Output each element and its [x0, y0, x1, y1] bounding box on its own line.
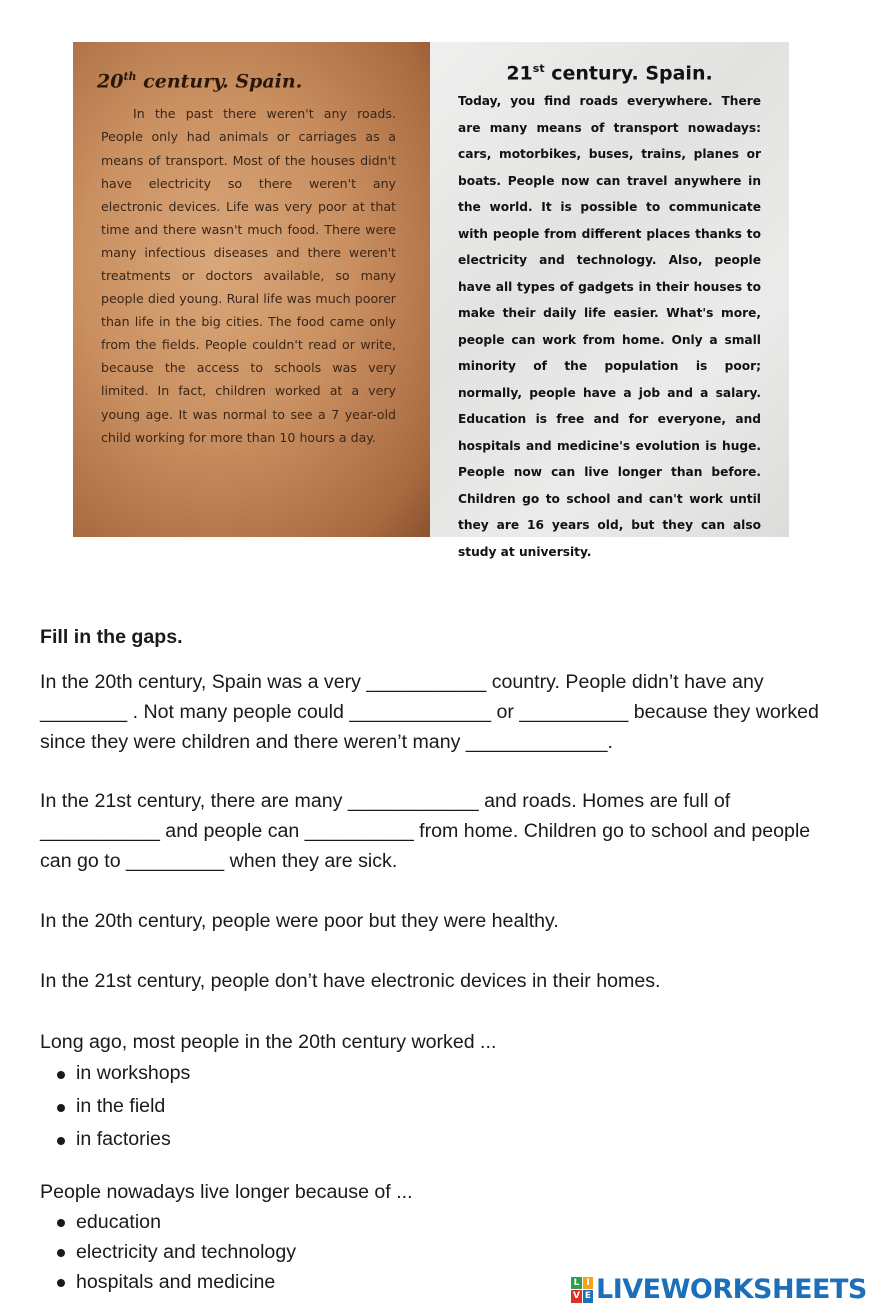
liveworksheets-logo-icon: L I V E [571, 1277, 593, 1303]
option-in-workshops[interactable]: in workshops [40, 1057, 840, 1090]
reading-image [73, 42, 789, 559]
panel-20th-century [73, 42, 430, 537]
exercise-heading: Fill in the gaps. [40, 626, 183, 648]
option-in-the-field[interactable]: in the field [40, 1090, 840, 1123]
question-1-options [40, 1057, 840, 1156]
option-electricity-and-technology[interactable]: electricity and technology [40, 1237, 840, 1267]
panel-20th-text: In the past there weren't any roads. People only had animals or carriages as a means of transport. Most of the houses didn't have electricity so there weren't any electronic devices. Life was very poor at that time and there wasn't much food. There were many infectious diseases and there weren't treatments or doctors available, so many people died young. Rural life was much poorer than life in the big cities. The food came only from the fields. People couldn't read or write, because the access to schools was very limited. In fact, children worked at a very young age. It was normal to see a 7 year-old child working for more than 10 hours a day. [101, 106, 396, 445]
gap-fill-paragraph-1[interactable]: In the 20th century, Spain was a very ___________ country. People didn’t have any ________ . Not many people could _____________ or __________ because they worked since they were children and there weren’t many _____________. [40, 671, 819, 753]
panel-21st-century [430, 42, 789, 559]
true-false-statement-2[interactable]: In the 21st century, people don’t have electronic devices in their homes. [40, 970, 661, 992]
panel-21st-text: Today, you find roads everywhere. There are many means of transport nowadays: cars, motorbikes, buses, trains, planes or boats. People now can travel anywhere in the world. It is possible to communicate with people from different places thanks to electricity and technology. Also, people have all types of gadgets in their houses to make their daily life easier. What's more, people can work from home. Only a small minority of the population is poor; normally, people have a job and a salary. Education is free and for everyone, and hospitals and medicine's evolution is huge. People now can live longer than before. Children go to school and can't work until they are 16 years old, but they can also study at university. [458, 94, 761, 559]
option-hospitals-and-medicine[interactable]: hospitals and medicine [40, 1267, 840, 1297]
panel-21st-title: 21st century. Spain. [506, 62, 713, 85]
option-in-factories[interactable]: in factories [40, 1123, 840, 1156]
panel-20th-title: 20th century. Spain. [97, 70, 303, 93]
liveworksheets-logo-text: LIVEWORKSHEETS [596, 1274, 867, 1305]
question-2-prompt: People nowadays live longer because of ... [40, 1181, 413, 1203]
liveworksheets-logo[interactable] [571, 1274, 867, 1305]
question-1 [40, 1027, 840, 1156]
gap-fill-paragraph-2[interactable]: In the 21st century, there are many ____________ and roads. Homes are full of ___________ and people can __________ from home. Children go to school and people can go to _________ when they are sick. [40, 790, 811, 872]
question-1-prompt: Long ago, most people in the 20th century worked ... [40, 1031, 497, 1053]
true-false-statement-1[interactable]: In the 20th century, people were poor but they were healthy. [40, 910, 559, 932]
option-education[interactable]: education [40, 1207, 840, 1237]
